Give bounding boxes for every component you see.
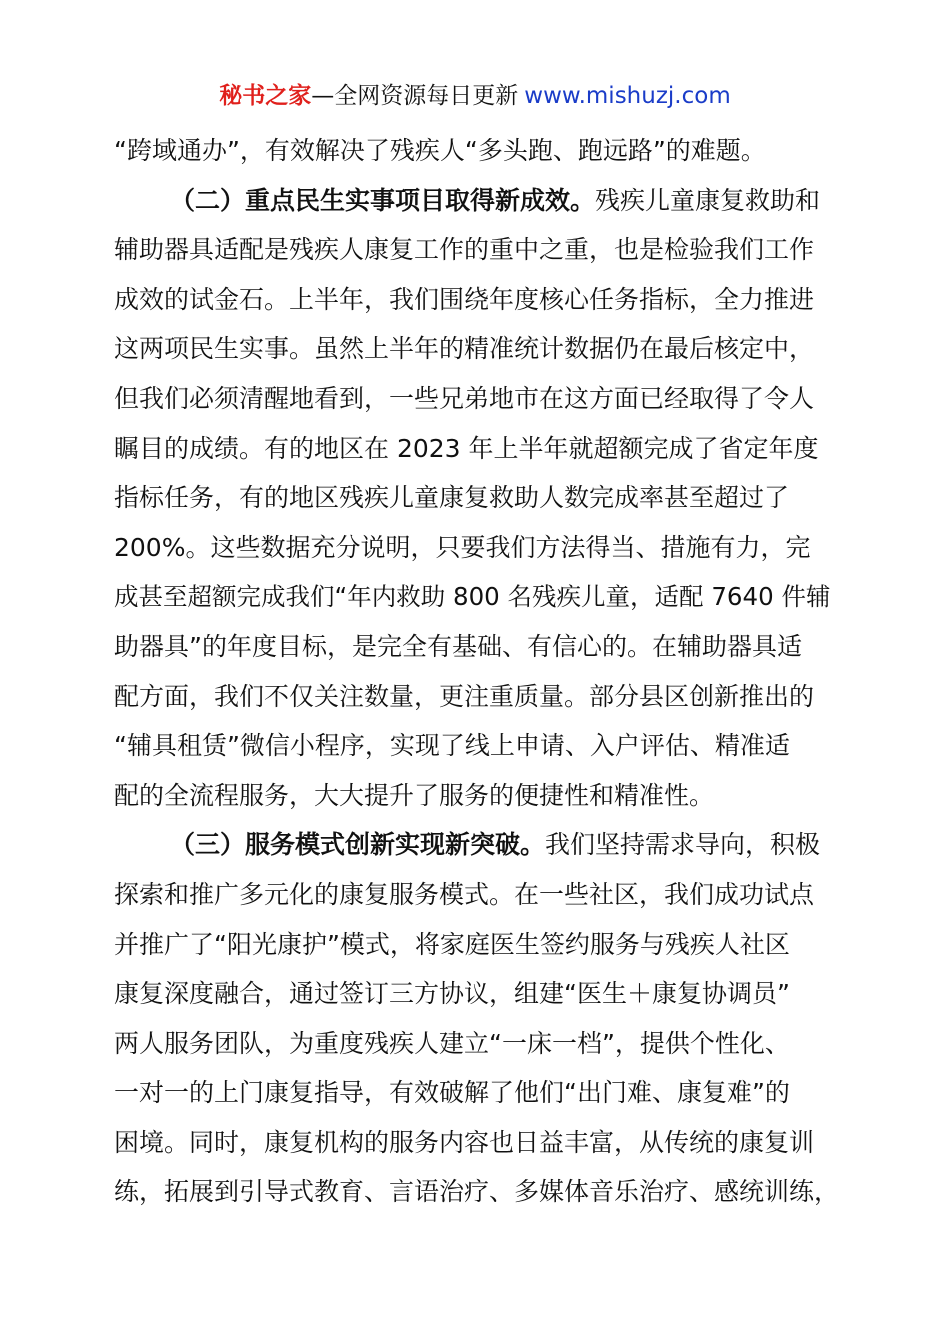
text-line: 并推广了“阳光康护”模式，将家庭医生签约服务与残疾人社区 — [114, 929, 790, 959]
text-line: “辅具租赁”微信小程序，实现了线上申请、入户评估、精准适 — [114, 731, 790, 761]
text-line: 成效的试金石。上半年，我们围绕年度核心任务指标，全力推进 — [114, 284, 815, 314]
text-line: 一对一的上门康复指导，有效破解了他们“出门难、康复难”的 — [114, 1078, 790, 1108]
section-heading: （二）重点民生实事项目取得新成效。 — [170, 185, 596, 215]
section-heading-line: （二）重点民生实事项目取得新成效。残疾儿童康复救助和 — [170, 185, 821, 215]
text-line: 但我们必须清醒地看到，一些兄弟地市在这方面已经取得了令人 — [114, 383, 815, 413]
text-line: 200%。这些数据充分说明，只要我们方法得当、措施有力，完 — [114, 532, 811, 562]
header-brand: 秘书之家 — [219, 83, 312, 109]
text-line: 配的全流程服务，大大提升了服务的便捷性和精准性。 — [114, 780, 715, 810]
text-line: 两人服务团队，为重度残疾人建立“一床一档”，提供个性化、 — [114, 1028, 790, 1058]
text-line: 指标任务，有的地区残疾儿童康复救助人数完成率甚至超过了 — [114, 483, 790, 513]
text-line: 练，拓展到引导式教育、言语治疗、多媒体音乐治疗、感统训练， — [114, 1177, 840, 1207]
text-line: 配方面，我们不仅关注数量，更注重质量。部分县区创新推出的 — [114, 681, 815, 711]
section-heading-line: （三）服务模式创新实现新突破。我们坚持需求导向，积极 — [170, 830, 821, 860]
text-line: 成甚至超额完成我们“年内救助 800 名残疾儿童，适配 7640 件辅 — [114, 582, 831, 612]
text-line: 辅助器具适配是残疾人康复工作的重中之重，也是检验我们工作 — [114, 235, 815, 265]
text-line: “跨域通办”，有效解决了残疾人“多头跑、跑远路”的难题。 — [114, 136, 766, 165]
header-site-link[interactable]: www.mishuzj.com — [524, 83, 731, 109]
page-header — [0, 80, 950, 112]
text-line: 这两项民生实事。虽然上半年的精准统计数据仍在最后核定中， — [114, 334, 815, 364]
section-heading: （三）服务模式创新实现新突破。 — [170, 830, 546, 860]
text-line: 探索和推广多元化的康复服务模式。在一些社区，我们成功试点 — [114, 879, 815, 909]
document-body — [114, 126, 844, 1217]
text-line: 瞩目的成绩。有的地区在 2023 年上半年就超额完成了省定年度 — [114, 433, 819, 463]
text-line: 困境。同时，康复机构的服务内容也日益丰富，从传统的康复训 — [114, 1127, 815, 1157]
text-line: 康复深度融合，通过签订三方协议，组建“医生＋康复协调员” — [114, 979, 790, 1009]
header-tagline: —全网资源每日更新 — [311, 83, 519, 109]
text-line: 助器具”的年度目标，是完全有基础、有信心的。在辅助器具适 — [114, 631, 802, 661]
